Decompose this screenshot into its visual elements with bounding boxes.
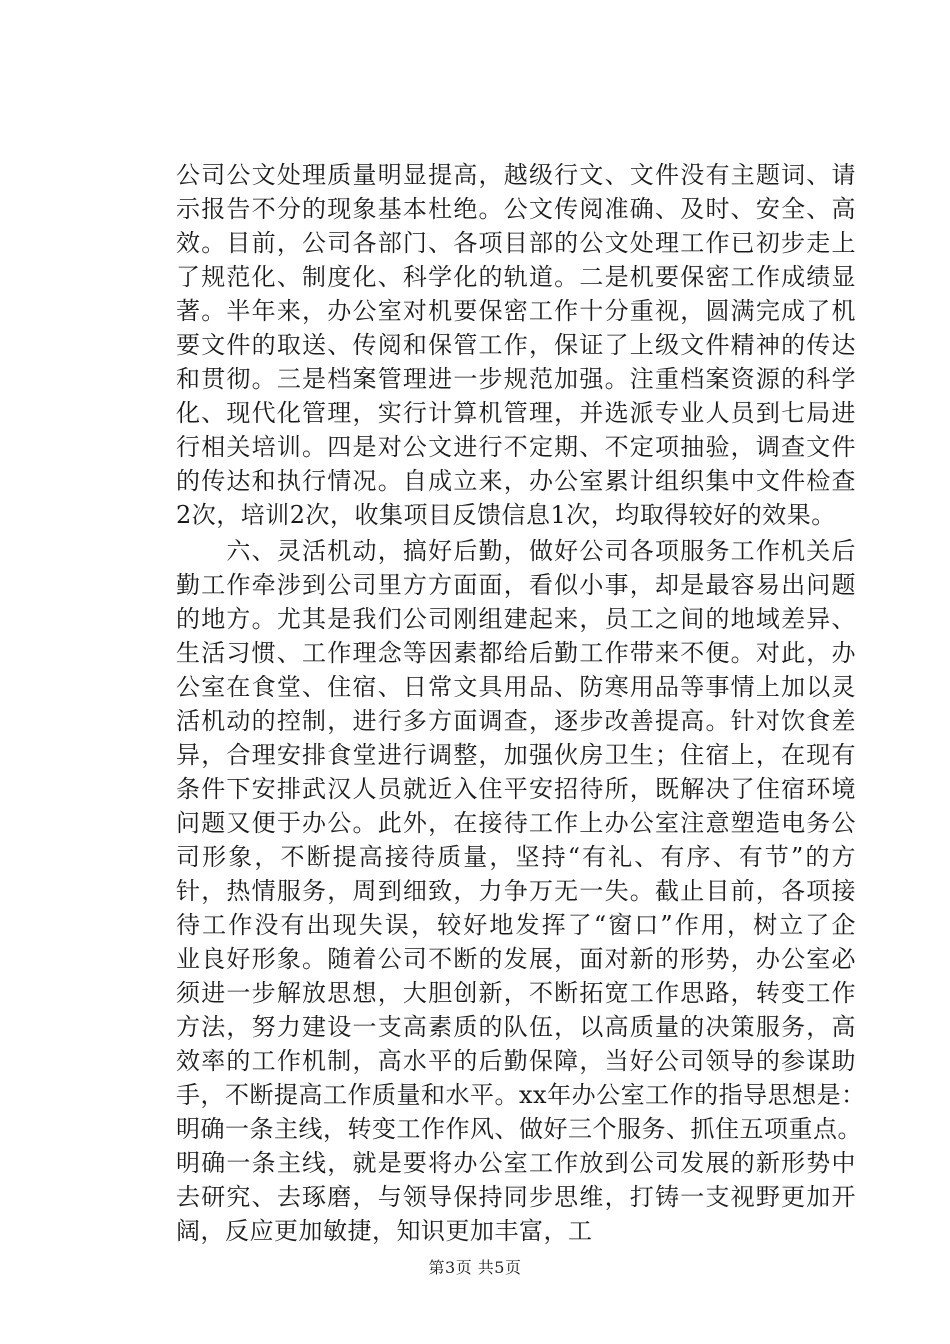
text-line: 效率的工作机制，高水平的后勤保障，当好公司领导的参谋助 [176, 1047, 856, 1075]
text-line: 和贯彻。三是档案管理进一步规范加强。注重档案资源的科学 [176, 365, 856, 393]
text-line: 条件下安排武汉人员就近入住平安招待所，既解决了住宿环境 [176, 775, 856, 803]
text-line: 待工作没有出现失误，较好地发挥了“窗口”作用，树立了企 [176, 911, 856, 939]
text-line: 2次，培训2次，收集项目反馈信息1次，均取得较好的效果。 [176, 501, 836, 529]
text-line: 阔，反应更加敏捷，知识更加丰富，工 [176, 1217, 593, 1245]
text-line: 了规范化、制度化、科学化的轨道。二是机要保密工作成绩显 [176, 263, 856, 291]
text-line: 化、现代化管理，实行计算机管理，并选派专业人员到七局进 [176, 399, 856, 427]
page-footer [0, 1255, 950, 1278]
text-line: 针，热情服务，周到细致，力争万无一失。截止目前，各项接 [176, 877, 856, 905]
text-line: 行相关培训。四是对公文进行不定期、不定项抽验，调查文件 [176, 433, 856, 461]
text-line: 明确一条主线，转变工作作风、做好三个服务、抓住五项重点。 [176, 1115, 862, 1143]
text-line: 效。目前，公司各部门、各项目部的公文处理工作已初步走上 [176, 229, 856, 257]
text-line: 要文件的取送、传阅和保管工作，保证了上级文件精神的传达 [176, 331, 856, 359]
text-line: 六、灵活机动，搞好后勤，做好公司各项服务工作机关后 [176, 537, 856, 565]
text-line: 著。半年来，办公室对机要保密工作十分重视，圆满完成了机 [176, 297, 856, 325]
text-line: 问题又便于办公。此外，在接待工作上办公室注意塑造电务公 [176, 809, 856, 837]
page-number: 第3页 共5页 [428, 1258, 522, 1277]
text-line: 活机动的控制，进行多方面调查，逐步改善提高。针对饮食差 [176, 707, 856, 735]
text-line: 去研究、去琢磨，与领导保持同步思维，打铸一支视野更加开 [176, 1183, 856, 1211]
text-line: 业良好形象。随着公司不断的发展，面对新的形势，办公室必 [176, 945, 856, 973]
text-line: 公司公文处理质量明显提高，越级行文、文件没有主题词、请 [176, 161, 856, 189]
text-line: 的传达和执行情况。自成立来，办公室累计组织集中文件检查 [176, 467, 856, 495]
text-line: 司形象，不断提高接待质量，坚持“有礼、有序、有节”的方 [176, 843, 856, 871]
text-line: 的地方。尤其是我们公司刚组建起来，员工之间的地域差异、 [176, 605, 856, 633]
text-line: 方法，努力建设一支高素质的队伍，以高质量的决策服务，高 [176, 1013, 856, 1041]
text-line: 勤工作牵涉到公司里方方面面，看似小事，却是最容易出问题 [176, 571, 856, 599]
text-line: 明确一条主线，就是要将办公室工作放到公司发展的新形势中 [176, 1149, 856, 1177]
paragraph-archives-work [176, 158, 856, 532]
text-line: 公室在食堂、住宿、日常文具用品、防寒用品等事情上加以灵 [176, 673, 856, 701]
text-line: 示报告不分的现象基本杜绝。公文传阅准确、及时、安全、高 [176, 195, 856, 223]
paragraph-logistics-work [176, 534, 866, 1248]
text-line: 异，合理安排食堂进行调整，加强伙房卫生；住宿上，在现有 [176, 741, 856, 769]
text-line: 生活习惯、工作理念等因素都给后勤工作带来不便。对此，办 [176, 639, 856, 667]
text-line: 手，不断提高工作质量和水平。xx年办公室工作的指导思想是： [176, 1081, 866, 1109]
text-line: 须进一步解放思想，大胆创新，不断拓宽工作思路，转变工作 [176, 979, 856, 1007]
